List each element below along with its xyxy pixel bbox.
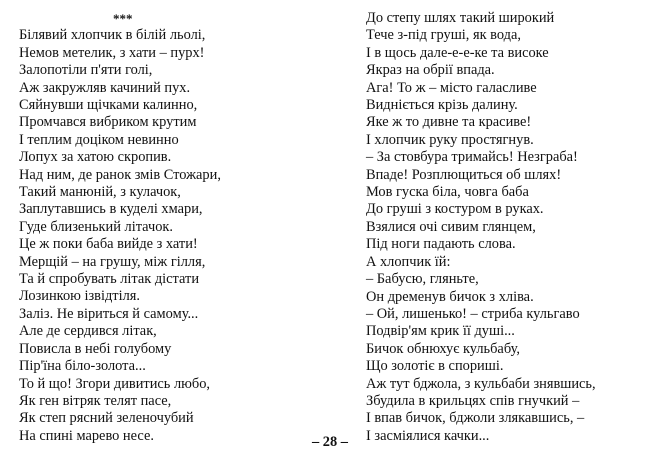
poem-line: Тече з-під груші, як вода,	[366, 27, 521, 44]
poem-line: І хлопчик руку простягнув.	[366, 131, 534, 148]
poem-line: Якраз на обрії впада.	[366, 62, 495, 79]
poem-line: Гуде близенький літачок.	[19, 218, 174, 235]
poem-line: Мерщій – на грушу, між гілля,	[19, 253, 206, 270]
poem-line: Аж закружляв качиний пух.	[19, 79, 191, 96]
poem-line: Сяйнувши щічками калинно,	[19, 97, 198, 114]
poem-line: І впав бичок, бджоли злякавшись, –	[366, 410, 585, 427]
section-separator: ***	[113, 11, 133, 26]
poem-line: Це ж поки баба вийде з хати!	[19, 236, 198, 253]
poem-line: І теплим доціком невинно	[19, 131, 179, 148]
page-number: – 28 –	[312, 434, 348, 450]
poem-right-column	[366, 10, 651, 445]
poem-line: Мов гуска біла, човга баба	[366, 184, 529, 201]
poem-line: До груші з костуром в руках.	[366, 201, 544, 218]
poem-line: Промчався вибриком крутим	[19, 114, 197, 131]
poem-line: І в щось дале-е-е-ке та високе	[366, 44, 549, 61]
poem-line: Та й спробувать літак дістати	[19, 271, 200, 288]
poem-line: Заліз. Не віриться й самому...	[19, 305, 199, 322]
poem-line: Яке ж то дивне та красиве!	[366, 114, 532, 131]
poem-line: На спині марево несе.	[19, 427, 154, 444]
poem-line: Такий манюній, з кулачок,	[19, 184, 181, 201]
poem-line: Бичок обнюхує кульбабу,	[366, 340, 520, 357]
poem-line: Як ген вітряк телят пасе,	[19, 392, 172, 409]
poem-line: – Ой, лишенько! – стриба кульгаво	[366, 305, 580, 322]
poem-line: І засміялися качки...	[366, 427, 490, 444]
poem-line: Пір'їна біло-золота...	[19, 358, 146, 375]
right-lines	[366, 10, 651, 445]
poem-line: Немов метелик, з хати – пурх!	[19, 44, 205, 61]
poem-line: Збудила в крильцях спів гнучкий –	[366, 392, 580, 409]
poem-line: Білявий хлопчик в білій льолі,	[19, 27, 206, 44]
left-lines	[19, 27, 339, 445]
poem-line: Але де сердився літак,	[19, 323, 157, 340]
poem-line: Ага! То ж – місто галасливе	[366, 79, 537, 96]
poem-line: Під ноги падають слова.	[366, 236, 516, 253]
poem-line: – Бабусю, гляньте,	[366, 271, 479, 288]
poem-line: До степу шлях такий широкий	[366, 10, 555, 26]
poem-line: Що золотіє в спориші.	[366, 358, 504, 375]
poem-line: Лозинкою ізвідтіля.	[19, 288, 140, 305]
poem-line: Заплутавшись в куделі хмари,	[19, 201, 203, 218]
poem-line: Аж тут бджола, з кульбаби знявшись,	[366, 375, 596, 392]
poem-line: Залопотіли п'яти голі,	[19, 62, 153, 79]
poem-line: Взялися очі сивим глянцем,	[366, 218, 536, 235]
poem-line: Як степ рясний зеленочубий	[19, 410, 194, 427]
poem-line: Повисла в небі голубому	[19, 340, 172, 357]
poem-line: Он дременув бичок з хліва.	[366, 288, 534, 305]
poem-line: Впаде! Розплющиться об шлях!	[366, 166, 562, 183]
poem-line: То й що! Згори дивитись любо,	[19, 375, 211, 392]
poem-line: А хлопчик їй:	[366, 253, 451, 270]
poem-line: Видніється крізь далину.	[366, 97, 518, 114]
poem-line: – За стовбура тримайсь! Незграба!	[366, 149, 578, 166]
poem-line: Над ним, де ранок змів Стожари,	[19, 166, 221, 183]
poem-left-column	[19, 10, 339, 445]
poem-line: Подвір'ям крик її душі...	[366, 323, 515, 340]
poem-line: Лопух за хатою скропив.	[19, 149, 172, 166]
